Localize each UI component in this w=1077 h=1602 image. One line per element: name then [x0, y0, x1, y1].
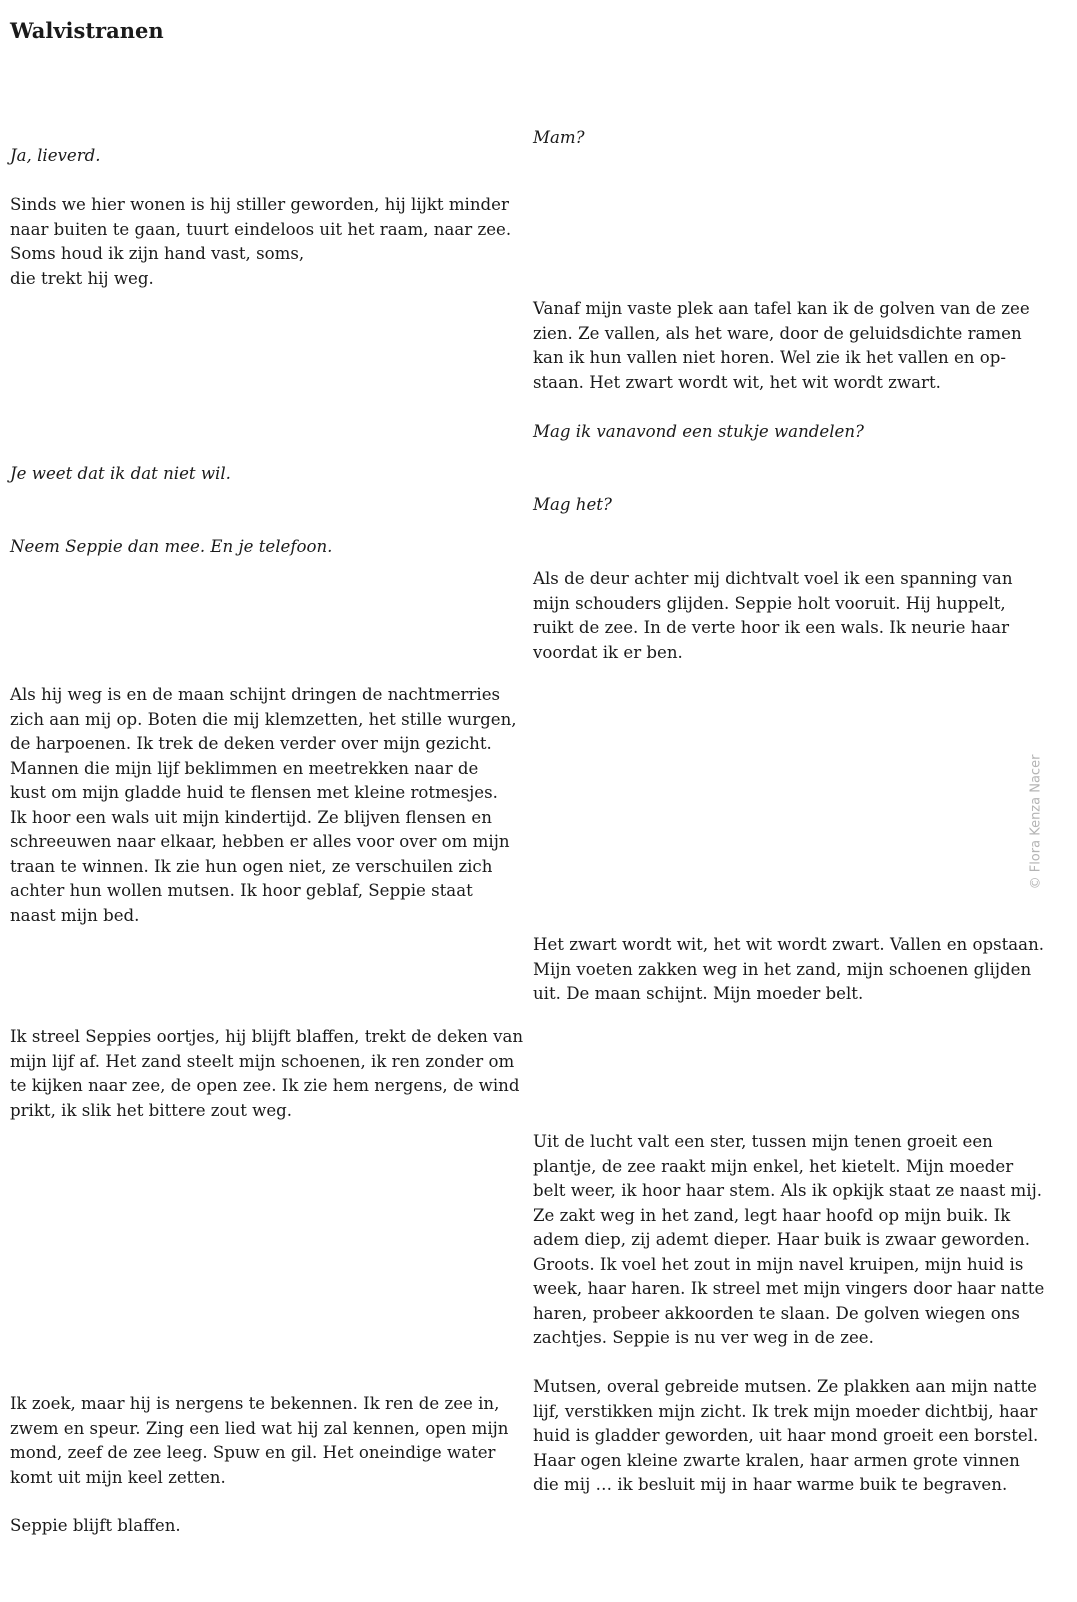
- mother-line-seppie: Neem Seppie dan mee. En je telefoon.: [10, 537, 333, 556]
- child-paragraph-5: Mutsen, overal gebreide mutsen. Ze plakken aan mijn natte lijf, verstikken mijn zicht. Ik trek mijn moeder dichtbij, haar huid is gladder geworden, uit haar mond groeit een borstel. Haar ogen kleine zwarte kralen, haar armen grote vinnen die mij … ik besluit mij in haar warme buik te begraven.: [533, 1377, 1039, 1494]
- mother-line-lieverd: Ja, lieverd.: [10, 146, 101, 165]
- mother-paragraph-2: Als hij weg is en de maan schijnt dringen de nachtmerries zich aan mij op. Boten die mij klemzetten, het stille wurgen, de harpoenen. Ik trek de deken verder over mijn gezicht. Mannen die mijn lijf beklimmen en meetrekken naar de kust om mijn gladde huid te flensen met kleine rotmesjes. Ik hoor een wals uit mijn kindertijd. Ze blijven flensen en schreeuwen naar elkaar, hebben er alles voor over om mijn traan te winnen. Ik zie hun ogen niet, ze verschuilen zich achter hun wollen mutsen. Ik hoor geblaf, Seppie staat naast mijn bed.: [10, 685, 517, 925]
- child-paragraph-4: Uit de lucht valt een ster, tussen mijn tenen groeit een plantje, de zee raakt mijn enkel, het kietelt. Mijn moeder belt weer, ik hoor haar stem. Als ik opkijk staat ze naast mij. Ze zakt weg in het zand, legt haar hoofd op mijn buik. Ik adem diep, zij ademt dieper. Haar buik is zwaar geworden. Groots. Ik voel het zout in mijn navel kruipen, mijn huid is week, haar haren. Ik streel met mijn vingers door haar natte haren, probeer akkoorden te slaan. De golven wiegen ons zachtjes. Seppie is nu ver weg in de zee.: [533, 1132, 1045, 1347]
- photo-credit: © Flora Kenza Nacer: [1028, 754, 1044, 890]
- mother-line-blaffen: Seppie blijft blaffen.: [10, 1516, 181, 1535]
- mother-paragraph-3: Ik streel Seppies oortjes, hij blijft blaffen, trekt de deken van mijn lijf af. Het zand steelt mijn schoenen, ik ren zonder om te kijken naar zee, de open zee. Ik zie hem nergens, de wind prikt, ik slik het bittere zout weg.: [10, 1027, 524, 1120]
- mother-paragraph-4: Ik zoek, maar hij is nergens te bekennen. Ik ren de zee in, zwem en speur. Zing een lied wat hij zal kennen, open mijn mond, zeef de zee leeg. Spuw en gil. Het oneindige water komt uit mijn keel zetten.: [10, 1394, 509, 1487]
- mother-line-niet-wil: Je weet dat ik dat niet wil.: [10, 464, 231, 483]
- child-line-wandelen: Mag ik vanavond een stukje wandelen?: [533, 422, 864, 441]
- mother-paragraph-1: Sinds we hier wonen is hij stiller geworden, hij lijkt minder naar buiten te gaan, tuurt eindeloos uit het raam, naar zee. Soms houd ik zijn hand vast, soms, die trekt hij weg.: [10, 195, 512, 288]
- poem-title: Walvistranen: [10, 18, 164, 43]
- child-paragraph-3: Het zwart wordt wit, het wit wordt zwart. Vallen en opstaan. Mijn voeten zakken weg in het zand, mijn schoenen glijden uit. De maan schijnt. Mijn moeder belt.: [533, 935, 1045, 1003]
- child-paragraph-1: Vanaf mijn vaste plek aan tafel kan ik de golven van de zee zien. Ze vallen, als het ware, door de geluidsdichte ramen kan ik hun vallen niet horen. Wel zie ik het vallen en op- staan. Het zwart wordt wit, het wit wordt zwart.: [533, 299, 1030, 392]
- child-line-mag-het: Mag het?: [533, 495, 612, 514]
- child-paragraph-2: Als de deur achter mij dichtvalt voel ik een spanning van mijn schouders glijden. Seppie holt vooruit. Hij huppelt, ruikt de zee. In de verte hoor ik een wals. Ik neurie haar voordat ik er ben.: [533, 569, 1013, 662]
- child-line-mam: Mam?: [533, 128, 585, 147]
